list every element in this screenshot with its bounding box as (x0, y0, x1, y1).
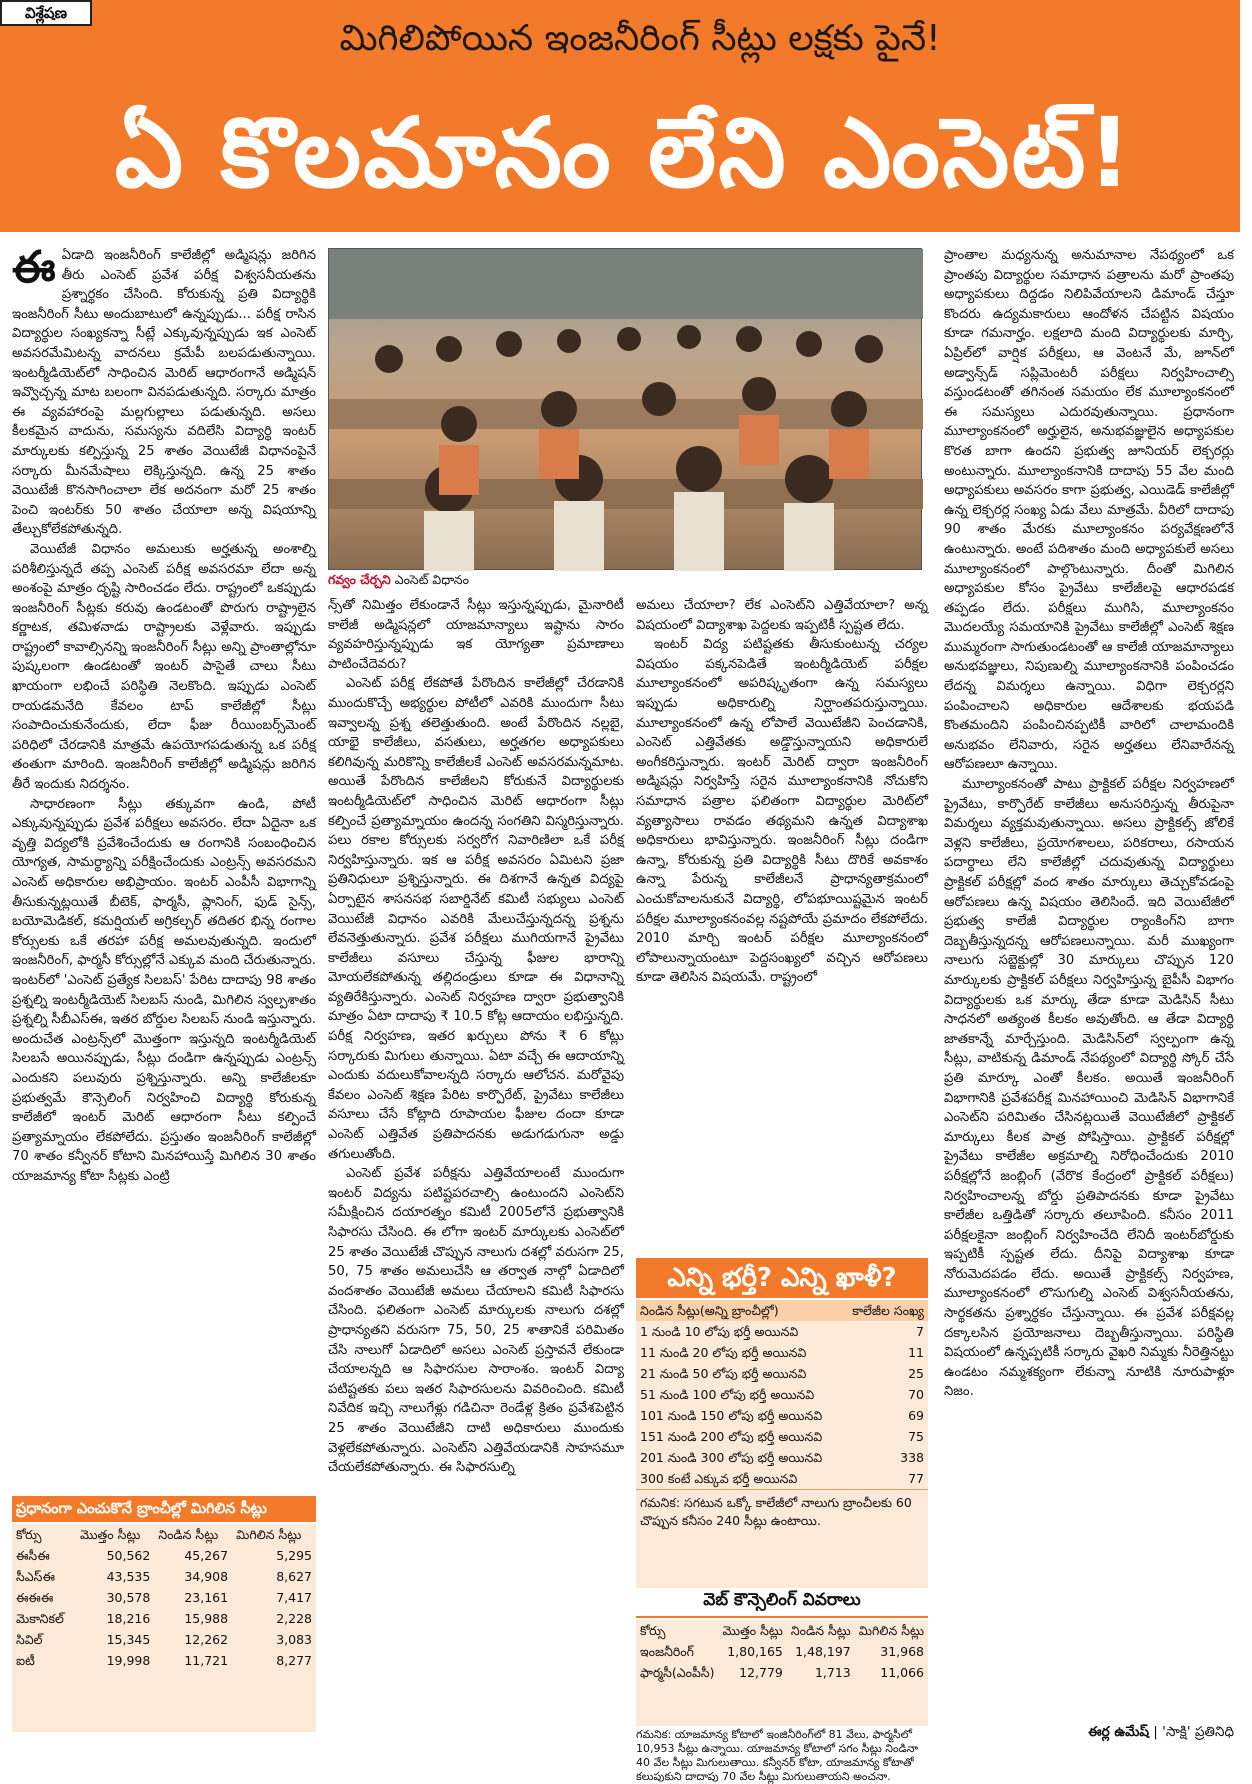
total-seats: 15,345 (106, 1632, 151, 1647)
remaining-seats: 5,295 (276, 1548, 312, 1563)
article-column-4 (944, 246, 1234, 1720)
table-row (636, 1426, 928, 1447)
filled-seats: 1,713 (814, 1665, 851, 1680)
article-paragraph: ఎంసెట్ ప్రవేశ పరీక్షను ఎత్తివేయాలంటే ముందుగా ఇంటర్ విద్యను పటిష్టపరచాల్సి ఉంటుందని ఎంసెట్‌ని సమీక్షించిన దయారత్నం కమిటీ 2005లోనే ప్రభుత్వానికి సిఫారసు చేసింది. ఈ లోగా ఇంటర్ మార్కులకు ఎంసెట్‌లో 25 శాతం వెయిటేజీ చొప్పున నాలుగు దశల్లో వరుసగా 25, 50, 75 శాతం అమలుచేసి ఆ తర్వాత నాల్గో ఏడాదిలో వందశాతం వెయిటేజీ అమలు చేయాలని కమిటీ సిఫారసు చేసింది. ఫలితంగా ఎంసెట్ మార్కులకు నాలుగు దశల్లో ప్రాధాన్యతని వరుసగా 75, 50, 25 శాతానికే పరిమితం చేసి నాలుగో ఏడాదిలో అసలు ఎంసెట్ ప్రస్తావనే లేకుండా చేయాలన్నది ఆ సిఫారసుల సారాంశం. ఇంటర్ విద్యా పటిష్టతకు పలు ఇతర సిఫారసులను వివరించింది. కమిటీ నివేదిక ఇచ్చి నాలుగేళ్లు గడిచినా రెండేళ్ల క్రితం ప్రవేశపెట్టిన 25 శాతం వెయిటేజీని దాటి అధికారులు ముందుకు వెళ్లలేకపోతున్నారు. ఎంసెట్‌ని ఎత్తివేయడానికి సాహసమూ చేయలేకపోతున్నారు. ఈ సిఫారసుల్ని (328, 1166, 624, 1476)
news-photo (328, 248, 922, 570)
filled-seats: 34,908 (184, 1569, 229, 1584)
main-headline: ఏ కొలమానం లేని ఎంసెట్! (114, 97, 1134, 209)
web-counselling-box (636, 1620, 928, 1726)
course-name: మెకానికల్ (16, 1611, 64, 1626)
row-value: 25 (908, 1366, 924, 1381)
table-header: నిండిన సీట్లు(అన్ని బ్రాంచీల్లో) (636, 1300, 842, 1321)
stats-note: గమనిక: సగటున ఒక్కో కాలేజీలో నాలుగు బ్రాంచీలకు 60 చొప్పున కనీసం 240 సీట్లు ఉంటాయి. (636, 1489, 928, 1534)
kicker-headline: మిగిలిపోయిన ఇంజనీరింగ్ సీట్లు లక్షకు పైనే! (339, 18, 941, 59)
table-row (12, 1608, 316, 1629)
web-counselling-title: వెబ్ కౌన్సెలింగ్ వివరాలు (636, 1590, 928, 1618)
table-row (12, 1545, 316, 1566)
table-row (636, 1363, 928, 1384)
filled-seats: 11,721 (184, 1653, 229, 1668)
course-name: ఇంజనీరింగ్ (640, 1644, 694, 1659)
table-row (12, 1587, 316, 1608)
stats-table-box (636, 1300, 928, 1588)
table-header: మొత్తం సీట్లు (80, 1527, 141, 1542)
row-label: 300 కంటే ఎక్కువ భర్తీ అయినవి (640, 1471, 798, 1486)
table-header: కాలేజీల సంఖ్య (842, 1300, 928, 1321)
remaining-seats: 31,968 (880, 1644, 924, 1659)
article-paragraph: వెయిటేజీ విధానం అమలుకు అర్హతున్న అంశాల్ని పరిశీలిస్తున్నదే తప్ప ఎంసెట్ పరీక్ష అవసరమా లేదా అన్న అంశంపై మాత్రం దృష్టి సారించడం లేదు. రాష్ట్రంలో ఒకప్పుడు ఇంజనీరింగ్ సీట్లకు కరువు ఉండటంతో పొరుగు రాష్ట్రాలైన కర్ణాటక, తమిళనాడు రాష్ట్రాలకు వెళ్లేవారు. ఇప్పుడు రాష్ట్రంలో కావాల్సినన్ని ఇంజనీరింగ్ సీట్లు అన్ని ప్రాంతాల్లోనూ పుష్కలంగా ఉండటంతో ఇంటర్ పాసైతే చాలు సీటు ఖాయంగా లభించే పరిస్థితి నెలకొంది. ఇప్పుడు ఎంసెట్ రాయడమనేది కేవలం టాప్ కాలేజీల్లో సీట్లు సంపాదించుకునేందుకు, లేదా ఫీజు రీయింబర్స్‌మెంట్ పరిధిలో చేరడానికి మాత్రమే ఉపయోగపడుతున్న ఒక పరీక్ష తంతుగా మారింది. ఇంజనీరింగ్ కాలేజీల్లో అడ్మిషన్లు జరిగిన తీరే ఇందుకు నిదర్శనం. (12, 541, 316, 793)
row-value: 70 (908, 1387, 924, 1402)
stats-box-title: ఎన్ని భర్తీ? ఎన్ని ఖాళీ? (636, 1258, 928, 1298)
remaining-seats: 8,627 (276, 1569, 312, 1584)
students-photo-illustration (329, 249, 923, 571)
article-paragraph: సాధారణంగా సీట్లు తక్కువగా ఉండి, పోటీ ఎక్కువున్నప్పుడు ప్రవేశ పరీక్షలు అవసరం. లేదా ఏదైనా ఒక వృత్తి విద్యలోకి ప్రవేశించేందుకు ఆ రంగానికి సంబంధించిన యోగ్యత, సామర్థ్యాన్ని పరీక్షించేందుకు ఎంట్రన్స్ అవసరమని ఎంసెట్ అధికారుల అభిప్రాయం. ఇంటర్ ఎంపీసీ విభాగాన్ని తీసుకున్నట్లయితే బీటెక్, ఫార్మసీ, ప్లానింగ్, ఫుడ్ సైన్స్, బయోమెడికల్, కమర్షియల్ అగ్రికల్చర్ తదితర భిన్న రంగాల కోర్సులకు ఒకే తరహా పరీక్ష అమలవుతున్నది. ఇందులో ఇంజనీరింగ్, ఫార్మసీ కోర్సుల్లోనే ఎక్కువ మంది చేరుతున్నారు. ఇంటర్‌లో 'ఎంసెట్ ప్రత్యేక సిలబస్' పేరిట దాదాపు 98 శాతం ప్రశ్నల్ని ఇంటర్మీడియెట్ సిలబస్ నుండి, మిగిలిన స్వల్పశాతం ప్రశ్నల్ని సీబీఎస్‌ఈ, ఇతర బోర్డుల సిలబస్ నుండి ఇస్తున్నారు. అందుచేత ఎంట్రన్స్‌లో మొత్తంగా ఇస్తున్నది ఇంటర్మీడియెట్ సిలబసే అయినప్పుడు, సీట్లు దండిగా ఉన్నప్పుడు ఎంట్రన్స్ ఎందుకని పలువురు ప్రశ్నిస్తున్నారు. అన్ని కాలేజీలకూ ప్రభుత్వమే కౌన్సెలింగ్ నిర్వహించి విద్యార్థి కోరుకున్న కాలేజీలో ఇంటర్ మెరిట్ ఆధారంగా సీటు కల్పించే ప్రత్యామ్నాయం లేకపోలేదు. ప్రస్తుతం ఇంజనీరింగ్ కాలేజీల్లో 70 శాతం కన్వీనర్ కోటాని మినహాయిస్తే మిగిలిన 30 శాతం యాజమాన్య కోటా సీట్లకు ఎంట్రి (12, 796, 316, 1184)
table-row (12, 1629, 316, 1650)
table-row (636, 1405, 928, 1426)
article-paragraph: ఇంటర్ విద్య పటిష్టతకు తీసుకుంటున్న చర్యల విషయం పక్కనపెడితే ఇంటర్మీడియెట్ పరీక్షల మూల్యాంకనంలో అపరిష్కృతంగా ఉన్న సమస్యలు ఇప్పుడు అధికారుల్ని నిర్ఘాంతపరుస్తున్నాయి. మూల్యాంకనంలో ఉన్న లోపాలే వెయిటేజీని పెంచడానికి, ఎంసెట్ ఎత్తివేతకు అడ్డొస్తున్నాయని అధికారులే అంగీకరిస్తున్నారు. ఇంటర్ మెరిట్ ద్వారా ఇంజనీరింగ్ అడ్మిషన్లు నిర్వహిస్తే సరైన మూల్యాంకనానికి నోచుకోని సమాధాన పత్రాల ఫలితంగా విద్యార్థుల మెరిట్‌లో వ్యత్యాసాలు రావడం తథ్యమని ఉన్నత విద్యాశాఖ అధికారులు భావిస్తున్నారు. ఇంజనీరింగ్ సీట్లు దండిగా ఉన్నా, కోరుకున్న ప్రతి విద్యార్థికి సీటు దొరికే అవకాశం ఉన్నా పేరున్న కాలేజీలనే ప్రాధాన్యతాక్రమంలో ఎంచుకోవాలనుకునే విద్యార్థి, లోపభూయిష్టమైన ఇంటర్ పరీక్షల మూల్యాంకనంవల్ల నష్టపోయే ప్రమాదం లేకపోలేదు. 2010 మార్చి ఇంటర్ పరీక్షల మూల్యాంకనంలో లోపాలున్నాయంటూ పెద్దసంఖ్యలో వచ్చిన ఆరోపణలు కూడా తెలిసిన విషయమే. రాష్ట్రంలో (636, 637, 928, 986)
article-paragraph: న్స్‌తో నిమిత్తం లేకుండానే సీట్లు ఇస్తున్నప్పుడు, మైనారిటీ కాలేజీ అడ్మిషన్లలో యాజమాన్యాలు ఇష్టాను సారం వ్యవహరిస్తున్నప్పుడు ఇక యోగ్యతా ప్రమాణాలు పాటించేదెవరు? (328, 598, 624, 672)
remaining-seats: 8,277 (276, 1653, 312, 1668)
total-seats: 43,535 (106, 1569, 151, 1584)
table-row (636, 1384, 928, 1405)
article-paragraph: మూల్యాంకనంతో పాటు ప్రాక్టికల్ పరీక్షల నిర్వహణలో ప్రైవేటు, కార్పొరేట్ కాలేజీలు అనుసరిస్తున్న తీరుపైనా విమర్శలు వ్యక్తమవుతున్నాయి. అసలు ప్రాక్టికల్స్ జోలికే వెళ్లని కాలేజీలు, ప్రయోగశాలలు, పరికరాలు, రసాయన పదార్థాలు లేని కాలేజీల్లో చదువుతున్న విద్యార్థులు ప్రాక్టికల్ పరీక్షల్లో వంద శాతం మార్కులు తెచ్చుకోవడంపై ఆరోపణలు ఉన్న విషయం తెలిసిందే. ఇది వెయిటేజీలో ప్రభుత్వ కాలేజీ విద్యార్థుల ర్యాంకింగ్‌ని బాగా దెబ్బతీస్తున్నదన్న ఆరోపణలున్నాయి. మరీ ముఖ్యంగా నాలుగు సబ్జెక్టుల్లో 30 మార్కులు చొప్పున 120 మార్కులకు ప్రాక్టికల్ పరీక్షలు నిర్వహిస్తున్న బైపీసీ విభాగం విద్యార్థులకు ఒక మార్కు తేడా కూడా మెడిసిన్ సీటు సాధనలో అత్యంత కీలకం అవుతోంది. ఆ తేడా విద్యార్థి జాతకాన్నే మార్చేస్తుంది. మెడిసిన్‌లో స్వల్పంగా ఉన్న సీట్లు, వాటికున్న డిమాండ్ నేపథ్యంలో విద్యార్థి స్కోర్ చేసే ప్రతి మార్కూ ఎంతో కీలకం. అయితే ఇంజనీరింగ్ విభాగానికి ప్రవేశపరీక్ష మినహాయించి మెడిసిన్ విభాగానికే ఎంసెట్‌ని పరిమితం చేసినట్లయితే వెయిటేజీలో ప్రాక్టికల్ మార్కులు కీలక పాత్ర పోషిస్తాయి. ప్రాక్టికల్ పరీక్షల్లో ప్రైవేటు కాలేజీల అక్రమాల్ని నిరోధించేందుకు 2010 పరీక్షల్లోనే జంబ్లింగ్ (వేరొక కేంద్రంలో ప్రాక్టికల్ పరీక్షలు) నిర్వహించాలన్న బోర్డు ప్రతిపాదనకు కూడా ప్రైవేటు కాలేజీల ఒత్తిడితో సర్కారు తలూపింది. కనీసం 2011 పరీక్షలకైనా జంబ్లింగ్ నిర్వహించేది లేనిదీ ఇంటర్‌బోర్డుకు ఇప్పటికీ స్పష్టత లేదు. దీనిపై విద్యాశాఖ కూడా నోరుమెదపడం లేదు. అయితే ప్రాక్టికల్స్ నిర్వహణ, మూల్యాంకనంలో లొసుగుల్ని ఎంసెట్ విశ్వసనీయతను, సార్థకతను ప్రశ్నార్థకం చేస్తున్నాయి. ఈ ప్రవేశ పరీక్షవల్ల దక్కాలసిన ప్రయోజనాలు దెబ్బతీస్తున్నాయి. పరిస్థితి విషయంలో ఉన్నప్పటికీ సర్కారు వైఖరి నిమ్మకు నీరెత్తినట్టు ఉండటం నమ్మశక్యంగా లేకున్నా నూటికి నూరుపాళ్లూ నిజం. (944, 777, 1234, 1400)
table-header: కోర్సు (16, 1527, 42, 1542)
table-header: నిండిన సీట్లు (790, 1623, 851, 1638)
table-row (636, 1342, 928, 1363)
course-name: ఫార్మసీ(ఎంపీసీ) (640, 1665, 715, 1680)
colleges-filled-table (636, 1300, 928, 1489)
article-paragraph: ఎంసెట్ పరీక్ష లేకపోతే పేరొందిన కాలేజీల్లో చేరడానికి ముందుకొచ్చే అభ్యర్థుల పోటీలో ఎవరికి ముందుగా సీటు ఇవ్వాలన్న ప్రశ్న తలెత్తుతుంది. అంటే పేరొందిన నల్లబై, యాభై కాలేజీలు, వసతులు, అర్హతగల అధ్యాపకులు కలిగివున్న మరికొన్ని కాలేజీలకే ఎంసెట్ అవసరమన్నమాట. అయితే పేరొందిన కాలేజీలని కోరుకునే విద్యార్థులకు ఇంటర్మీడియెట్‌లో సాధించిన మెరిట్ ఆధారంగా సీట్లు కల్పించే ప్రత్యామ్నాయం ఉందన్న సంగతిని విస్మరిస్తున్నారు. పలు రకాల కోర్సులకు సర్వరోగ నివారిణిలా ఒకే పరీక్ష నిర్వహిస్తున్నారు. ఇక ఆ పరీక్ష అవసరం ఏమిటని ప్రజా ప్రతినిధులూ ప్రశ్నిస్తున్నారు. ఈ దిశగానే ఉన్నత విద్యపై ఏర్పాటైన శాసనసభ సబార్డినేట్ కమిటీ సభ్యులు ఎంసెట్ వెయిటేజీ విధానం ఎవరికి మేలుచేస్తున్నదన్న ప్రశ్నను లేవనెత్తుతున్నారు. ప్రవేశ పరీక్షలు ముగియగానే ప్రైవేటు కాలేజీలు వసూలు చేస్తున్న ఫీజుల భారాన్ని మోయలేకపోతున్న తల్లిదండ్రులు కూడా ఈ విధానాన్ని వ్యతిరేకిస్తున్నారు. ఎంసెట్ నిర్వహణ ద్వారా ప్రభుత్వానికి మాత్రం ఏటా దాదాపు ₹ 10.5 కోట్ల ఆదాయం లభిస్తున్నది. పరీక్ష నిర్వహణ, ఇతర ఖర్చులు పోను ₹ 6 కోట్లు సర్కారుకు మిగులు తున్నాయి. ఏటా వచ్చే ఈ ఆదాయాన్ని ఎందుకు వదులుకోవాలన్నది సర్కారు ఆలోచన. మరోవైపు కేవలం ఎంసెట్ శిక్షణ పేరిట కార్పొరేట్, ప్రైవేటు కాలేజీలు వసూలు చేసే కోట్లాది రూపాయల ఫీజుల దందా కూడా ఎంసెట్ ఎత్తివేత ప్రతిపాదనకు అడుగడుగునా అడ్డు తగులుతోంది. (328, 676, 624, 1162)
branch-seats-title: ప్రధానంగా ఎంచుకొనే బ్రాంచీల్లో మిగిలిన సీట్లు (12, 1496, 316, 1522)
remaining-seats: 2,228 (276, 1611, 312, 1626)
total-seats: 18,216 (106, 1611, 151, 1626)
author-name: ఈర్ల ఉమేష్ (1088, 1724, 1150, 1740)
total-seats: 1,80,165 (727, 1644, 783, 1659)
section-tag: విశ్లేషణ (0, 0, 92, 26)
branch-seats-box (12, 1524, 316, 1732)
table-header: మిగిలిన సీట్లు (236, 1527, 302, 1542)
course-name: ఐటీ (16, 1653, 35, 1668)
photo-caption (328, 572, 922, 592)
row-value: 338 (900, 1450, 924, 1465)
course-name: ఈసీఈ (16, 1548, 50, 1563)
total-seats: 19,998 (106, 1653, 151, 1668)
course-name: సీఎస్ఈ (16, 1569, 55, 1584)
branch-seats-table (12, 1524, 316, 1671)
author-org: 'సాక్షి' ప్రతినిధి (1162, 1724, 1234, 1740)
web-note: గమనిక: యాజమాన్య కోటాలో ఇంజినీరింగ్‌లో 81 వేలు, ఫార్మసీలో 10,953 సీట్లు ఉన్నాయి. యాజమాన్య కోటాలో సగం సీట్లు నిండినా 40 వేల సీట్లు మిగులుతాయి. కన్వీనర్ కోటా, యాజమాన్య కోటాతో కలుపుకుని దాదాపు 70 వేల సీట్లు మిగులుతాయని అంచనా. (636, 1728, 919, 1783)
byline: ఈర్ల ఉమేష్ | 'సాక్షి' ప్రతినిధి (1088, 1724, 1234, 1740)
article-paragraph: ఏడాది ఇంజనీరింగ్ కాలేజీల్లో అడ్మిషన్లు జరిగిన తీరు ఎంసెట్ ప్రవేశ పరీక్ష విశ్వసనీయతను ప్రశ్నార్థకం చేసింది. కోరుకున్న ప్రతి విద్యార్థికి ఇంజనీరింగ్ సీటు అందుబాటులో ఉన్నప్పుడు... పరీక్ష రాసిన విద్యార్థుల సంఖ్యకన్నా సీట్లే ఎక్కువున్నప్పుడు ఇక ఎంసెట్ అవసరమేమిటన్న వాదనలు క్రమేపీ బలపడుతున్నాయి. ఇంటర్మీడియెట్‌లో సాధించిన మెరిట్ ఆధారంగానే అడ్మిషన్ ఇవ్వొచ్చన్న మాట బలంగా వినపడుతున్నది. సర్కారు మాత్రం ఈ వ్యవహారంపై మల్లగుల్లాలు పడుతున్నది. అసలు కీలకమైన వాదును, సమస్యను వదిలేసి విద్యార్థి ఇంటర్ మార్కులకు కల్పిస్తున్న 25 శాతం వెయిటేజీ విధానంపైనే సర్కారు మీనమేషాలు లెక్కిస్తున్నది. ఉన్న 25 శాతం వెయిటేజీ కొనసాగించాలా లేక అదనంగా మరో 25 శాతం పెంచి ఇంటర్‌కు 50 శాతం చేయాలా అన్న విషయాన్ని తేల్చుకోలేకపోతున్నది. (12, 248, 316, 538)
article-column-2 (328, 596, 624, 1738)
table-header: నిండిన సీట్లు (158, 1527, 219, 1542)
row-value: 77 (908, 1471, 924, 1486)
course-name: సివిల్ (16, 1632, 43, 1647)
total-seats: 50,562 (106, 1548, 151, 1563)
remaining-seats: 7,417 (276, 1590, 312, 1605)
table-row (636, 1641, 928, 1662)
filled-seats: 12,262 (184, 1632, 229, 1647)
row-label: 1 నుండి 10 లోపు భర్తీ అయినవి (640, 1324, 799, 1339)
filled-seats: 23,161 (184, 1590, 229, 1605)
web-counselling-table (636, 1620, 928, 1683)
row-label: 201 నుండి 300 లోపు భర్తీ అయినవి (640, 1450, 823, 1465)
row-value: 75 (908, 1429, 924, 1444)
filled-seats: 15,988 (184, 1611, 229, 1626)
total-seats: 12,779 (739, 1665, 783, 1680)
table-row (12, 1566, 316, 1587)
article-column-3 (636, 596, 928, 1246)
row-label: 11 నుండి 20 లోపు భర్తీ అయినవి (640, 1345, 807, 1360)
table-row (636, 1662, 928, 1683)
filled-seats: 1,48,197 (795, 1644, 851, 1659)
row-value: 11 (908, 1345, 924, 1360)
drop-cap: ఈ (12, 242, 56, 293)
row-label: 51 నుండి 100 లోపు భర్తీ అయినవి (640, 1387, 815, 1402)
article-paragraph: ప్రాంతాల మధ్యనున్న అనుమానాల నేపథ్యంలో ఒక ప్రాంతపు విద్యార్థుల సమాధాన పత్రాలను మరో ప్రాంతపు అధ్యాపకులు దిద్దడం నిలిపివేయాలని డిమాండ్ చేస్తూ కొందరు ఉద్యమకారులు ఆందోళన చేపట్టిన విషయం కూడా గమనార్హం. లక్షలాది మంది విద్యార్థులకు మార్చి, ఏప్రిల్‌లో వార్షిక పరీక్షలు, ఆ వెంటనే మే, జూన్‌లో అడ్వాన్స్‌డ్ సప్లిమెంటరీ పరీక్షలు నిర్వహించాల్సి వస్తుండటంతో తగినంత సమయం లేక మూల్యాంకనంలో ఈ సమస్యలు ఎదురవుతున్నాయి. ప్రధానంగా మూల్యాంకనంలో అర్హులైన, అనుభవజ్ఞులైన అధ్యాపకుల కొరత బాగా ఉందని ప్రభుత్వ జూనియర్ లెక్చరర్లు అంటున్నారు. మూల్యాంకనానికి దాదాపు 55 వేల మంది అధ్యాపకులు అవసరం కాగా ప్రభుత్వ, ఎయిడెడ్ కాలేజీల్లో ఉన్న లెక్చరర్ల సంఖ్య ఏడు వేలు మాత్రమే. వీరిలో దాదాపు 90 శాతం మేరకు మూల్యాంకనం పర్యవేక్షణలోనే ఉంటున్నారు. అంటే పదిశాతం మంది అధ్యాపకులే అసలు మూల్యాంకనంలో పాల్గొంటున్నారు. దీంతో మిగిలిన అధ్యాపకుల కోసం ప్రైవేటు కాలేజీలపై ఆధారపడక తప్పడం లేదు. పరీక్షలు ముగిసి, మూల్యాంకనం మొదలయ్యే సమయానికి ప్రైవేటు కాలేజీల్లో ఎంసెట్ శిక్షణ ముమ్మరంగా సాగుతుండటంతో ఆ కాలేజీ యాజమాన్యాలు అనుభవజ్ఞులు, నిపుణుల్ని మూల్యాంకనానికి పంపించడం లేదన్న విమర్శలు ఉన్నాయి. విధిగా లెక్చరర్లని పంపించాలని అధికారుల ఆదేశాలకు భయపడి కొంతమందిని పంపించినప్పటికీ వారిలో చాలామందికి అనుభవం లేనివారు, సరైన అర్హతలు లేనివారేనన్న ఆరోపణలూ ఉన్నాయి. (944, 248, 1234, 773)
caption-lead: గవ్వం చేర్చని (328, 572, 391, 587)
article-column-1 (12, 242, 316, 1490)
table-row (636, 1321, 928, 1342)
filled-seats: 45,267 (184, 1548, 229, 1563)
table-header: కోర్సు (640, 1623, 666, 1638)
table-row (636, 1468, 928, 1489)
table-header: మిగిలిన సీట్లు (858, 1623, 924, 1638)
row-value: 7 (916, 1324, 924, 1339)
total-seats: 30,578 (106, 1590, 151, 1605)
row-label: 21 నుండి 50 లోపు భర్తీ అయినవి (640, 1366, 807, 1381)
row-value: 69 (908, 1408, 924, 1423)
row-label: 151 నుండి 200 లోపు భర్తీ అయినవి (640, 1429, 823, 1444)
caption-text: ఎంసెట్ విధానం (394, 572, 469, 587)
course-name: ఈఈఈ (16, 1590, 54, 1605)
article-paragraph: అమలు చేయాలా? లేక ఎంసెట్‌ని ఎత్తివేయాలా? అన్న విషయంలో విద్యాశాఖ పెద్దలకు ఇప్పటికీ స్పష్టత లేదు. (636, 598, 928, 633)
table-row (12, 1650, 316, 1671)
table-row (636, 1447, 928, 1468)
remaining-seats: 11,066 (880, 1665, 924, 1680)
row-label: 101 నుండి 150 లోపు భర్తీ అయినవి (640, 1408, 823, 1423)
table-header: మొత్తం సీట్లు (722, 1623, 783, 1638)
remaining-seats: 3,083 (276, 1632, 312, 1647)
